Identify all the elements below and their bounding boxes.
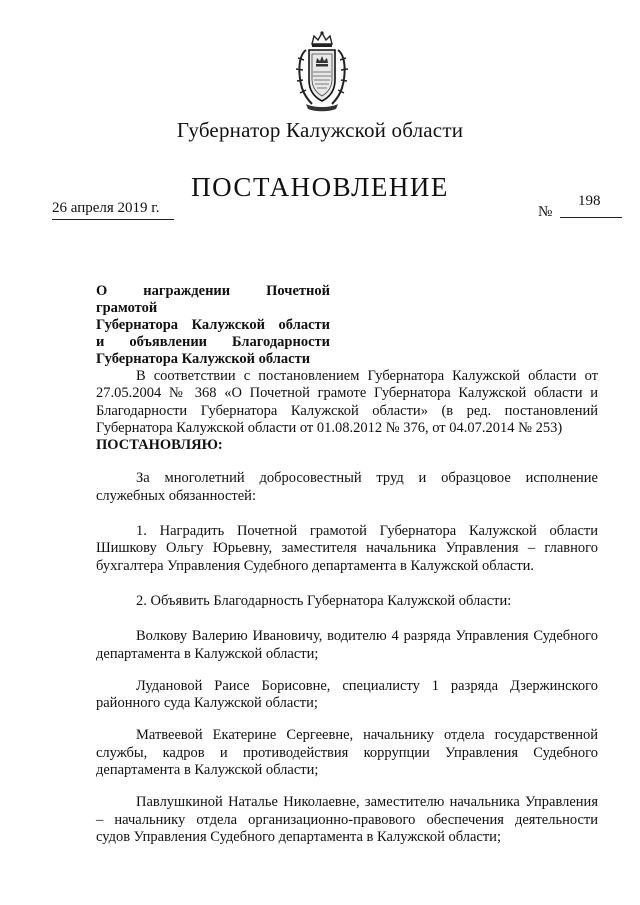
number-underline xyxy=(560,217,622,218)
person-paragraph: Павлушкиной Наталье Николаевне, заместителю начальника Управления – начальнику отдела организационно-правового обеспечения деятельности судов Управления Судебного департамента в Калужской области; xyxy=(96,794,598,845)
award-item-1: 1. Наградить Почетной грамотой Губернатора Калужской области Шишкову Ольгу Юрьевну, заместителя начальника Управления – главного бухгалтера Управления Судебного департамента в Калужской области. xyxy=(96,523,598,574)
document-type-title: ПОСТАНОВЛЕНИЕ xyxy=(191,172,449,202)
subject-line: Губернатора Калужской области xyxy=(96,351,311,367)
document-body xyxy=(96,368,598,861)
coat-of-arms-icon xyxy=(292,30,352,112)
preamble-text: В соответствии с постановлением Губернатора Калужской области от 27.05.2004 № 368 «О Почетной грамоте Губернатора Калужской области и Благодарности Губернатора Калужской области» (в ред. постановлений Губернатора Калужской области от 01.08.2012 № 376, от 04.07.2014 № 253) xyxy=(96,368,598,436)
preamble-paragraph xyxy=(96,368,598,454)
issuing-authority: Губернатор Калужской области xyxy=(176,118,464,142)
document-subject xyxy=(96,283,330,368)
subject-line: О награждении Почетной грамотой xyxy=(96,283,330,316)
person-paragraph: Волкову Валерию Ивановичу, водителю 4 разряда Управления Судебного департамента в Калужской области; xyxy=(96,628,598,662)
number-sign: № xyxy=(538,204,553,220)
decree-word: ПОСТАНОВЛЯЮ: xyxy=(96,437,223,454)
subject-line: и объявлении Благодарности xyxy=(96,334,330,350)
person-paragraph: Лудановой Раисе Борисовне, специалисту 1 разряда Дзержинского районного суда Калужской области; xyxy=(96,677,598,712)
reason-paragraph: За многолетний добросовестный труд и образцовое исполнение служебных обязанностей: xyxy=(96,470,598,504)
subject-line: Губернатора Калужской области xyxy=(96,317,330,333)
award-item-2: 2. Объявить Благодарность Губернатора Калужской области: xyxy=(136,592,512,609)
person-paragraph: Матвеевой Екатерине Сергеевне, начальнику отдела государственной службы, кадров и противодействия коррупции Управления Судебного департамента в Калужской области; xyxy=(96,727,598,779)
document-number-block xyxy=(538,193,622,221)
document-number: 198 xyxy=(578,193,601,209)
document-date: 26 апреля 2019 г. xyxy=(52,200,174,220)
